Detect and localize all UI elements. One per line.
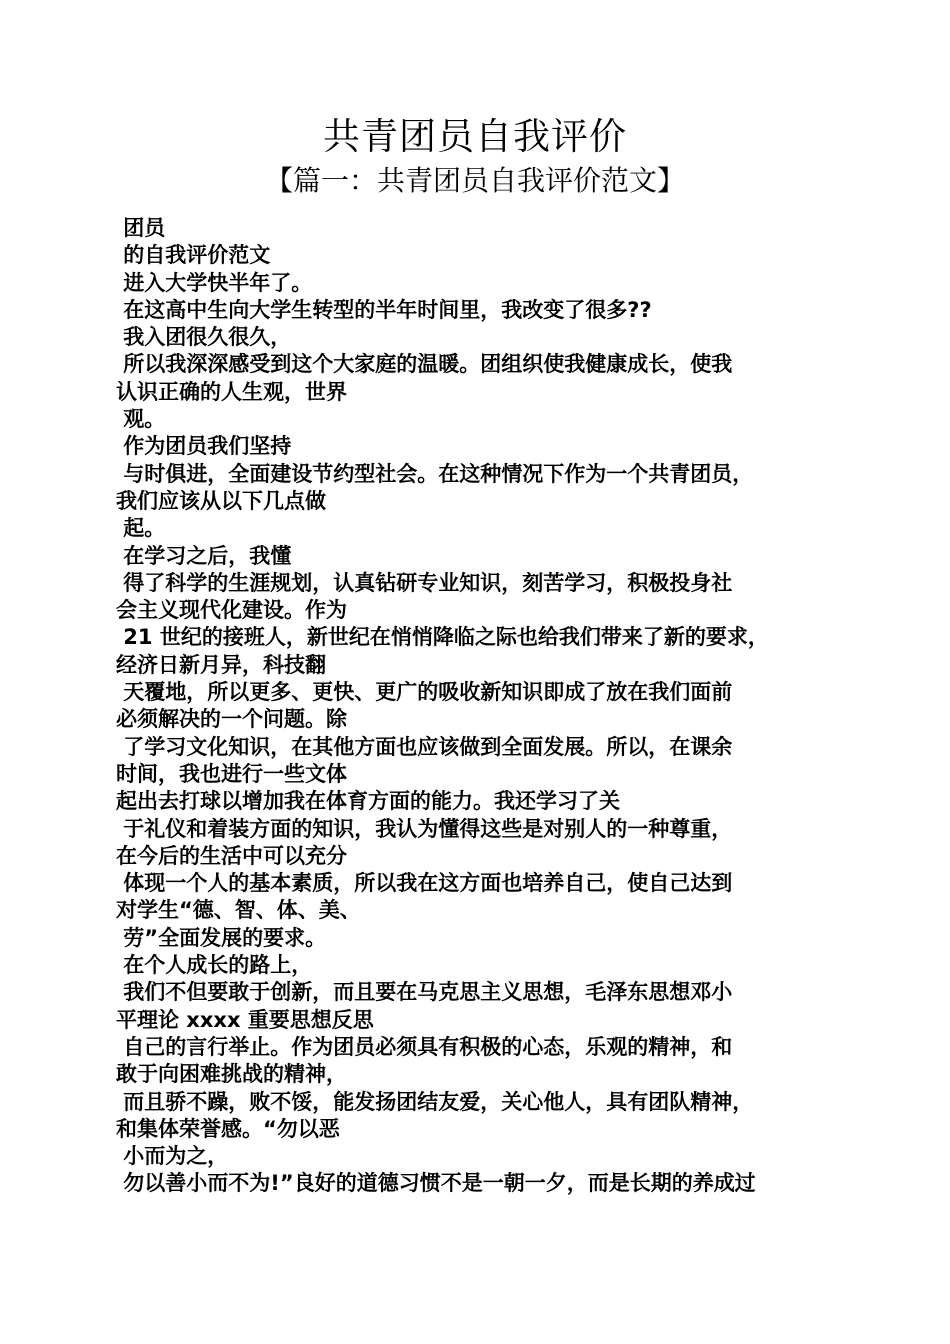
- text-line: 敢于向困难挑战的精神，: [116, 1062, 347, 1087]
- text-line: 小而为之，: [116, 1144, 229, 1169]
- text-line: 时间，我也进行一些文体: [116, 761, 347, 786]
- text-line: 在今后的生活中可以充分: [116, 843, 347, 868]
- text-line: 我入团很久很久，: [116, 325, 292, 350]
- text-line: 进入大学快半年了。: [116, 270, 313, 295]
- text-line: 在个人成长的路上，: [116, 953, 313, 978]
- text-line: 起出去打球以增加我在体育方面的能力。我还学习了关: [116, 789, 620, 814]
- text-line: 体现一个人的基本素质，所以我在这方面也培养自己，使自己达到: [116, 871, 733, 896]
- document-subtitle: 【篇一：共青团员自我评价范文】: [264, 164, 685, 197]
- text-line: 勿以善小而不为!”良好的道德习惯不是一朝一夕，而是长期的养成过: [116, 1171, 756, 1196]
- text-line: 21 世纪的接班人，新世纪在悄悄降临之际也给我们带来了新的要求，: [116, 625, 769, 650]
- text-line: 劳”全面发展的要求。: [116, 925, 327, 950]
- text-line: 认识正确的人生观，世界: [116, 379, 347, 404]
- text-line: 自己的言行举止。作为团员必须具有积极的心态，乐观的精神，和: [116, 1034, 733, 1059]
- text-line: 经济日新月异，科技翻: [116, 652, 326, 677]
- document-title: 共青团员自我评价: [323, 115, 627, 158]
- text-line: 于礼仪和着装方面的知识，我认为懂得这些是对别人的一种尊重，: [116, 816, 733, 841]
- text-line: 的自我评价范文: [116, 243, 271, 268]
- text-line: 会主义现代化建设。作为: [116, 598, 347, 623]
- text-line: 天覆地，所以更多、更快、更广的吸收新知识即成了放在我们面前: [116, 680, 733, 705]
- text-line: 平理论 xxxx 重要思想反思: [116, 1007, 374, 1032]
- text-line: 所以我深深感受到这个大家庭的温暖。团组织使我健康成长，使我: [116, 352, 733, 377]
- text-line: 在学习之后，我懂: [116, 543, 292, 568]
- text-line: 在这高中生向大学生转型的半年时间里，我改变了很多??: [116, 297, 652, 322]
- text-line: 对学生“德、智、体、美、: [116, 898, 361, 923]
- text-line: 起。: [116, 516, 166, 541]
- document-body: [116, 215, 846, 1198]
- text-line: 得了科学的生涯规划，认真钻研专业知识，刻苦学习，积极投身社: [116, 570, 733, 595]
- text-line: 团员: [116, 216, 166, 240]
- text-line: 我们不但要敢于创新，而且要在马克思主义思想，毛泽东思想邓小: [116, 980, 733, 1005]
- text-line: 观。: [116, 407, 166, 432]
- text-line: 我们应该从以下几点做: [116, 488, 326, 513]
- text-line: 作为团员我们坚持: [116, 434, 292, 459]
- text-line: 而且骄不躁，败不馁，能发扬团结友爱，关心他人，具有团队精神，: [116, 1089, 754, 1114]
- text-line: 了学习文化知识，在其他方面也应该做到全面发展。所以，在课余: [116, 734, 733, 759]
- text-line: 和集体荣誉感。“勿以恶: [116, 1116, 340, 1141]
- text-line: 与时俱进，全面建设节约型社会。在这种情况下作为一个共青团员，: [116, 461, 754, 486]
- text-line: 必须解决的一个问题。除: [116, 707, 347, 732]
